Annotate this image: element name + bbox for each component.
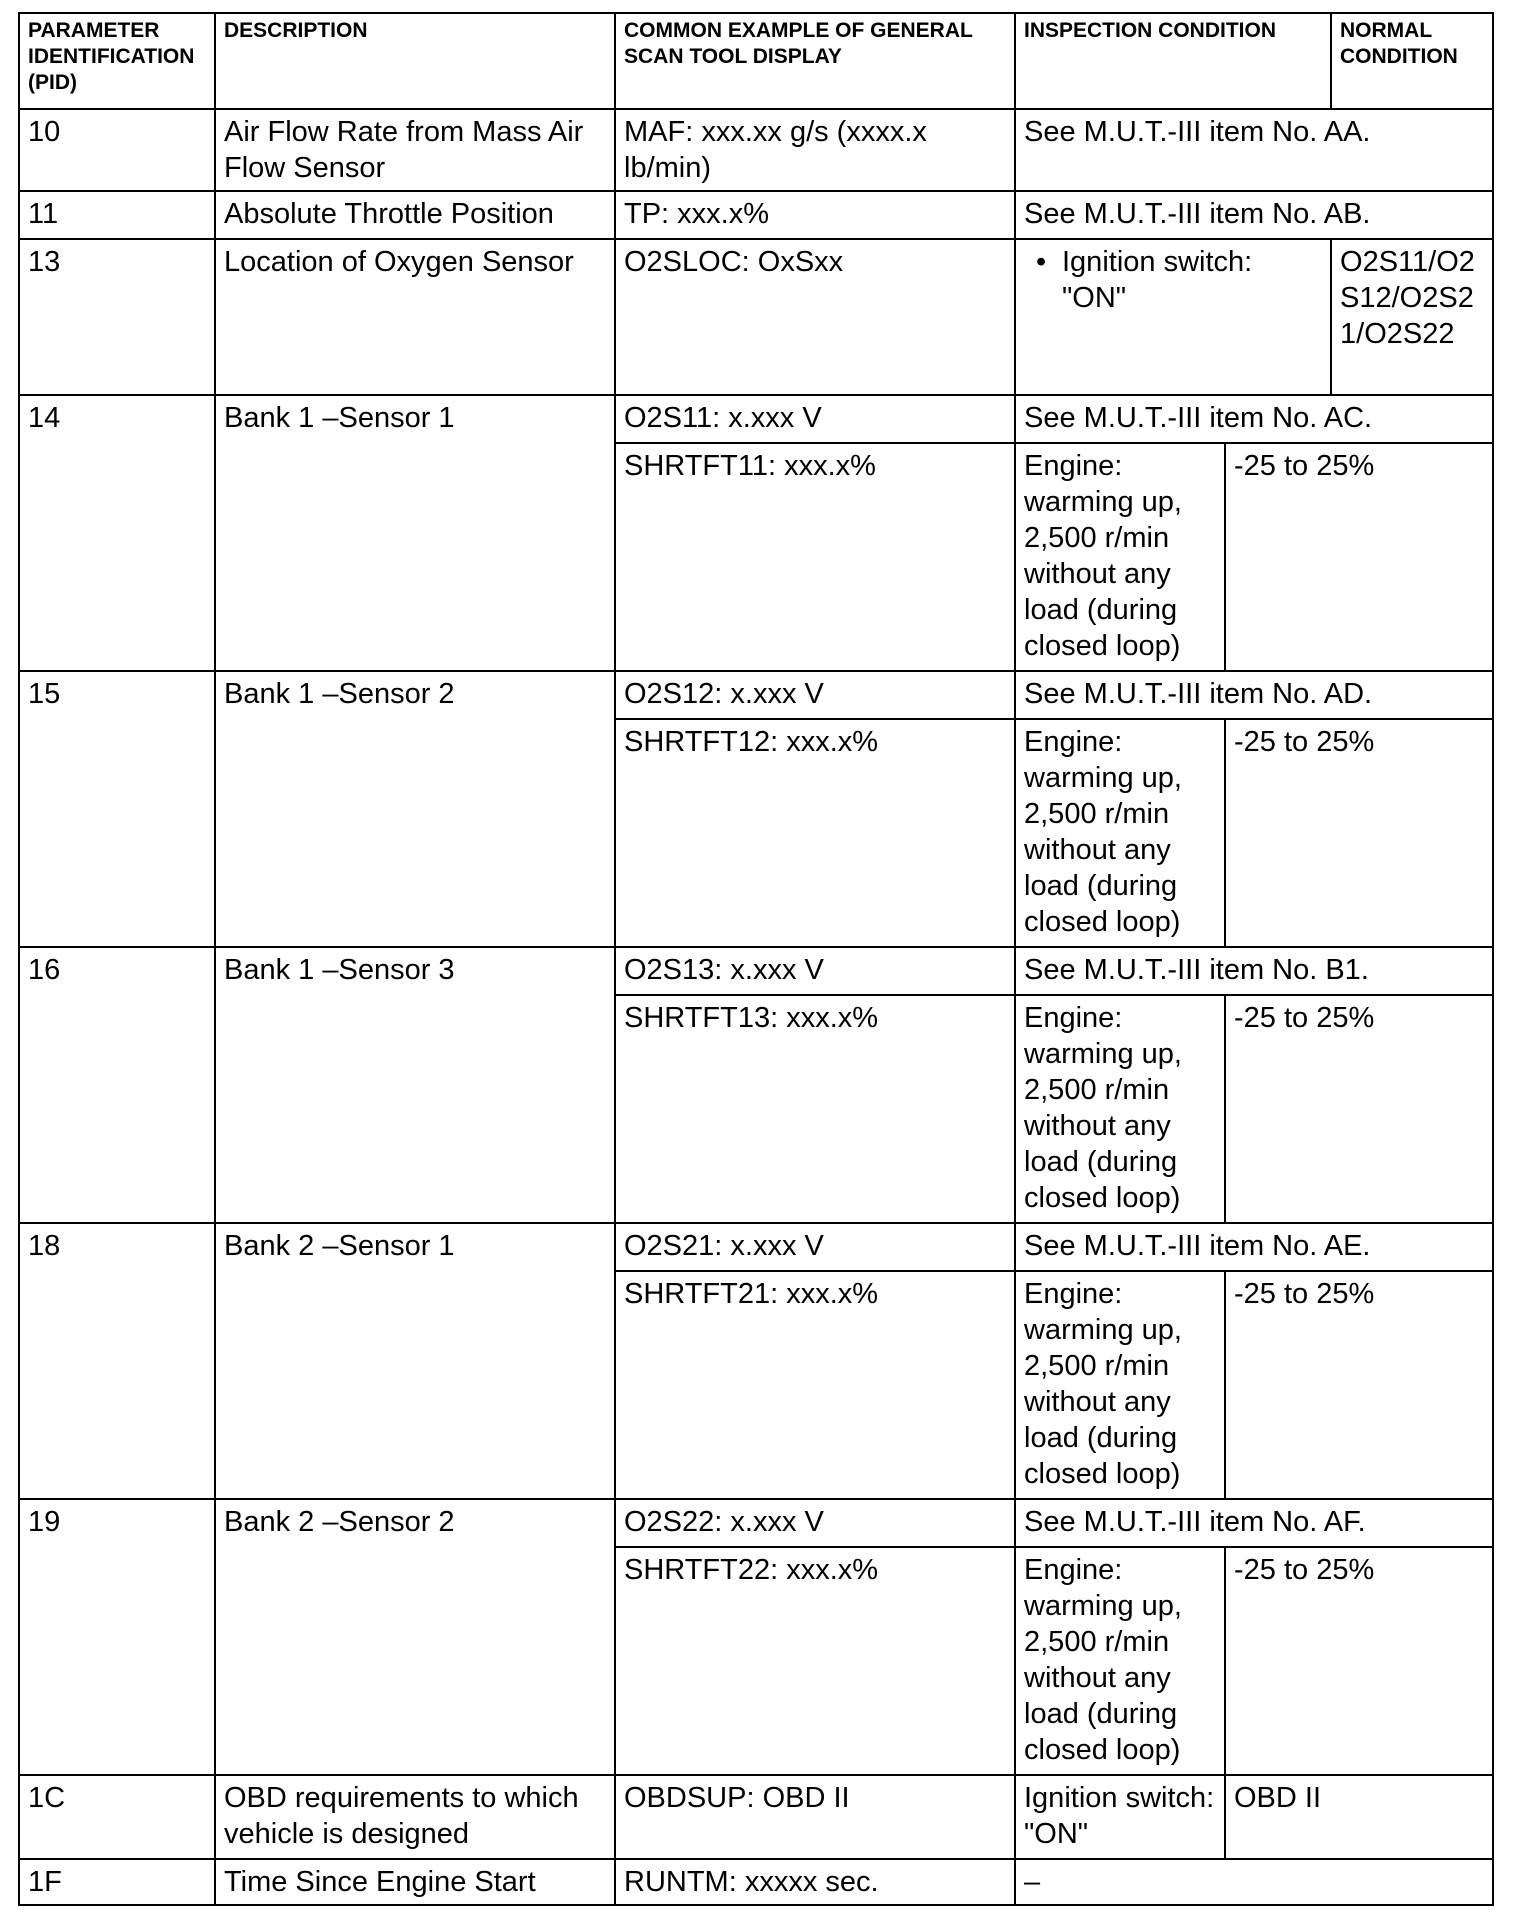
inspection-cell: Engine: warming up, 2,500 r/min without any load (during closed loop) (1015, 1271, 1225, 1499)
display-cell: OBDSUP: OBD II (615, 1775, 1015, 1859)
description-cell: Location of Oxygen Sensor (215, 239, 615, 395)
normal-cell: -25 to 25% (1225, 719, 1493, 947)
see-item-cell: See M.U.T.-III item No. AF. (1015, 1499, 1493, 1547)
inspection-cell: Engine: warming up, 2,500 r/min without any load (during closed loop) (1015, 719, 1225, 947)
display-cell: SHRTFT22: xxx.x% (615, 1547, 1015, 1775)
display-cell: O2S21: x.xxx V (615, 1223, 1015, 1271)
header-pid: PARAMETER IDENTIFICATION (PID) (19, 13, 215, 109)
header-display: COMMON EXAMPLE OF GENERAL SCAN TOOL DISPLAY (615, 13, 1015, 109)
description-cell: Time Since Engine Start (215, 1859, 615, 1905)
description-cell: Bank 1 –Sensor 3 (215, 947, 615, 1223)
display-cell: O2SLOC: OxSxx (615, 239, 1015, 395)
see-item-cell: See M.U.T.-III item No. AA. (1015, 109, 1493, 191)
normal-cell: -25 to 25% (1225, 1271, 1493, 1499)
header-description: DESCRIPTION (215, 13, 615, 109)
pid-cell: 1F (19, 1859, 215, 1905)
description-cell: Bank 1 –Sensor 1 (215, 395, 615, 671)
display-cell: SHRTFT13: xxx.x% (615, 995, 1015, 1223)
inspection-cell: Engine: warming up, 2,500 r/min without any load (during closed loop) (1015, 1547, 1225, 1775)
see-item-cell: See M.U.T.-III item No. AE. (1015, 1223, 1493, 1271)
description-cell: Air Flow Rate from Mass Air Flow Sensor (215, 109, 615, 191)
display-cell: TP: xxx.x% (615, 191, 1015, 239)
see-item-cell: See M.U.T.-III item No. AC. (1015, 395, 1493, 443)
pid-cell: 11 (19, 191, 215, 239)
description-cell: Absolute Throttle Position (215, 191, 615, 239)
normal-cell: OBD II (1225, 1775, 1493, 1859)
display-cell: SHRTFT21: xxx.x% (615, 1271, 1015, 1499)
display-cell: O2S11: x.xxx V (615, 395, 1015, 443)
display-cell: O2S13: x.xxx V (615, 947, 1015, 995)
description-cell: Bank 1 –Sensor 2 (215, 671, 615, 947)
description-cell: Bank 2 –Sensor 1 (215, 1223, 615, 1499)
header-row (19, 13, 1493, 109)
bullet-icon: • (1036, 246, 1047, 278)
pid-cell: 1C (19, 1775, 215, 1859)
inspection-cell (1015, 239, 1331, 395)
see-item-cell: See M.U.T.-III item No. B1. (1015, 947, 1493, 995)
table-row (19, 947, 1493, 995)
normal-cell: -25 to 25% (1225, 1547, 1493, 1775)
pid-cell: 14 (19, 395, 215, 671)
inspection-cell: Ignition switch: "ON" (1015, 1775, 1225, 1859)
table-row (19, 239, 1493, 395)
normal-cell: -25 to 25% (1225, 443, 1493, 671)
description-cell: OBD requirements to which vehicle is designed (215, 1775, 615, 1859)
list-item (1036, 244, 1322, 316)
inspection-cell: Engine: warming up, 2,500 r/min without any load (during closed loop) (1015, 995, 1225, 1223)
display-cell: O2S12: x.xxx V (615, 671, 1015, 719)
table-row (19, 395, 1493, 443)
normal-cell: O2S11/O2S12/O2S21/O2S22 (1331, 239, 1493, 395)
table-row (19, 109, 1493, 191)
pid-cell: 15 (19, 671, 215, 947)
pid-cell: 18 (19, 1223, 215, 1499)
inspection-cell: Engine: warming up, 2,500 r/min without any load (during closed loop) (1015, 443, 1225, 671)
table-row (19, 1499, 1493, 1547)
inspection-text: Ignition switch: "ON" (1062, 246, 1253, 314)
normal-cell: -25 to 25% (1225, 995, 1493, 1223)
display-cell: SHRTFT11: xxx.x% (615, 443, 1015, 671)
description-cell: Bank 2 –Sensor 2 (215, 1499, 615, 1775)
pid-cell: 10 (19, 109, 215, 191)
display-cell: RUNTM: xxxxx sec. (615, 1859, 1015, 1905)
header-normal: NORMAL CONDITION (1331, 13, 1493, 109)
inspection-list (1024, 244, 1322, 316)
pid-table (18, 12, 1494, 1906)
table-row (19, 1223, 1493, 1271)
see-item-cell: – (1015, 1859, 1493, 1905)
pid-cell: 16 (19, 947, 215, 1223)
pid-cell: 19 (19, 1499, 215, 1775)
table-row (19, 671, 1493, 719)
display-cell: MAF: xxx.xx g/s (xxxx.x lb/min) (615, 109, 1015, 191)
display-cell: SHRTFT12: xxx.x% (615, 719, 1015, 947)
see-item-cell: See M.U.T.-III item No. AB. (1015, 191, 1493, 239)
table-row (19, 191, 1493, 239)
table-row (19, 1775, 1493, 1859)
table-row (19, 1859, 1493, 1905)
see-item-cell: See M.U.T.-III item No. AD. (1015, 671, 1493, 719)
display-cell: O2S22: x.xxx V (615, 1499, 1015, 1547)
pid-cell: 13 (19, 239, 215, 395)
header-inspection: INSPECTION CONDITION (1015, 13, 1331, 109)
